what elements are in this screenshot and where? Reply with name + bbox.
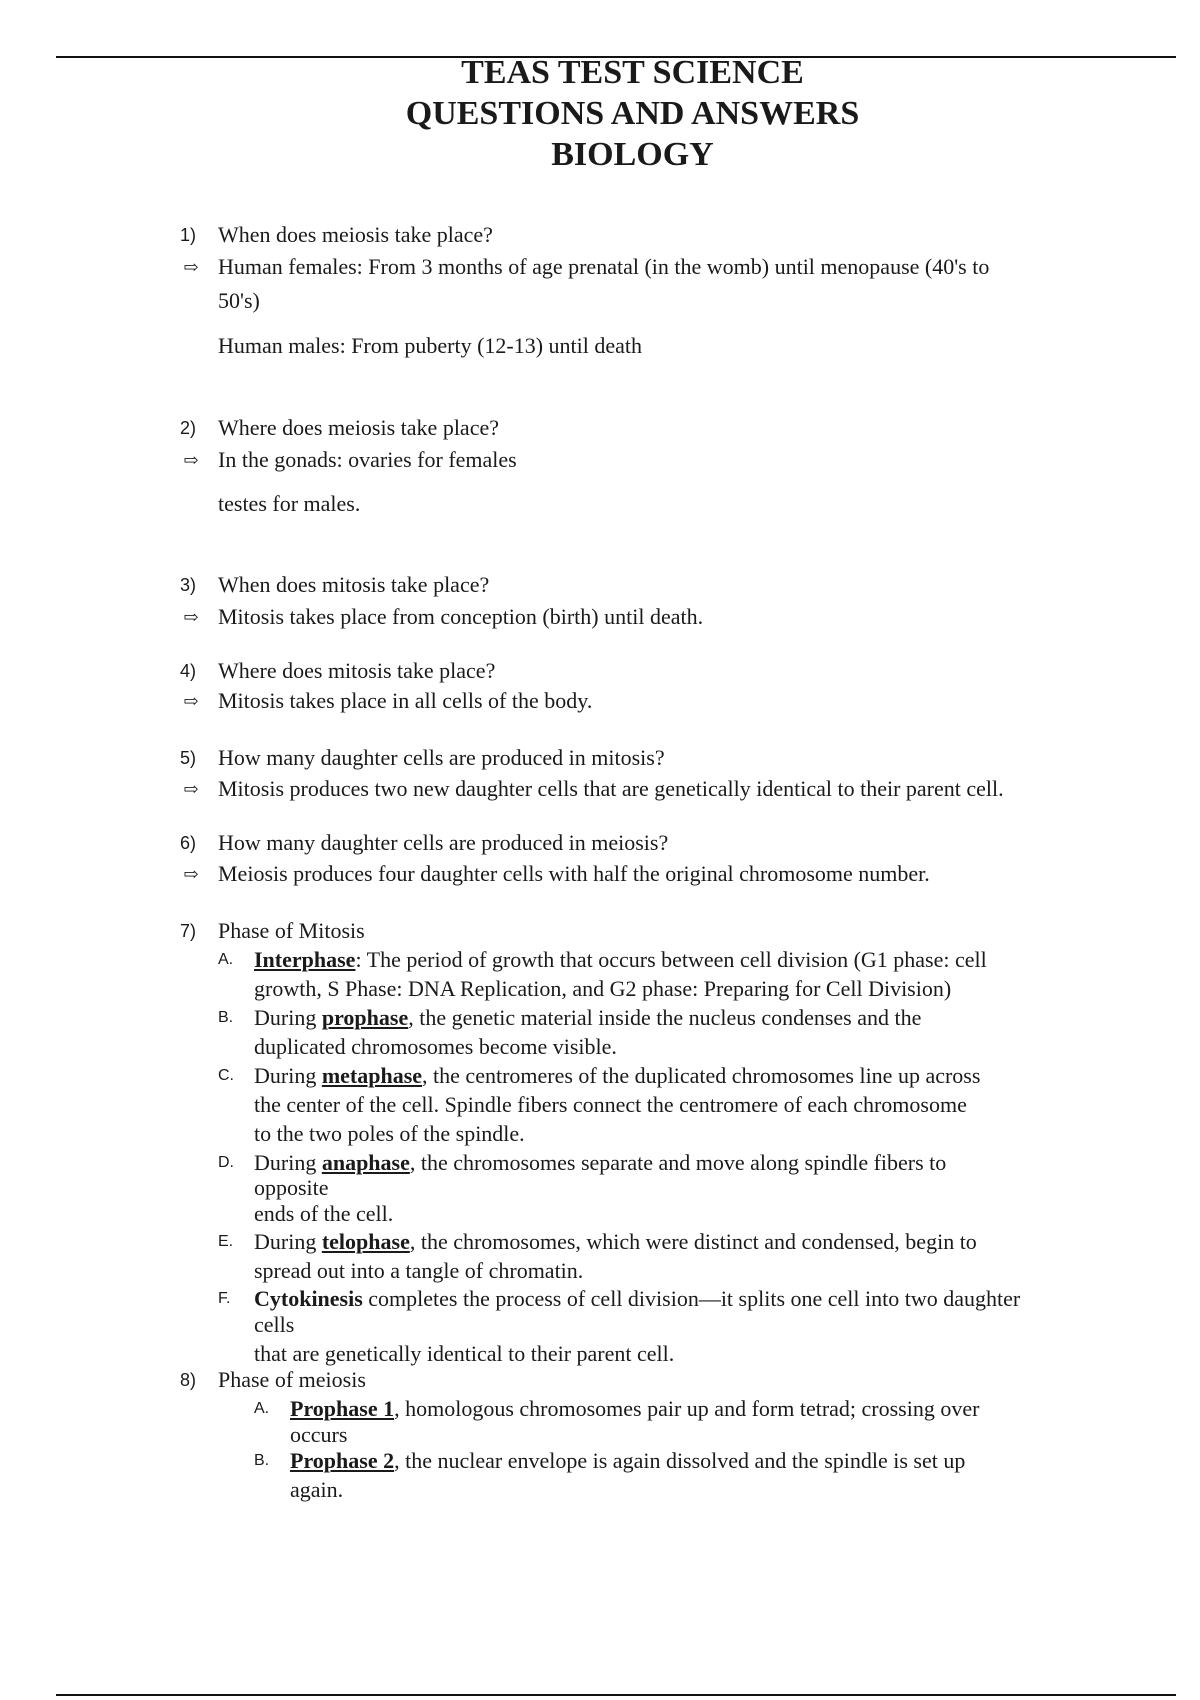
title-line-2: QUESTIONS AND ANSWERS: [405, 95, 860, 132]
term-prophase: prophase: [321, 1005, 409, 1030]
question-text: When does mitosis take place?: [218, 572, 490, 597]
list-item: During metaphase, the centromeres of the duplicated chromosomes line up across: [254, 1063, 981, 1088]
question-number: 5): [179, 748, 196, 768]
answer-text: testes for males.: [218, 491, 361, 516]
term-cytokinesis: Cytokinesis: [254, 1286, 363, 1311]
answer-text: In the gonads: ovaries for females: [218, 447, 517, 472]
list-item-continued: growth, S Phase: DNA Replication, and G2 phase: Preparing for Cell Division): [254, 976, 952, 1001]
list-item-continued: the center of the cell. Spindle fibers connect the centromere of each chromosome: [254, 1092, 967, 1117]
list-item-continued: again.: [290, 1477, 344, 1502]
title-line-3: BIOLOGY: [551, 136, 714, 173]
list-item: During anaphase, the chromosomes separate and move along spindle fibers to: [254, 1150, 947, 1175]
answer-text: Human males: From puberty (12-13) until death: [218, 333, 643, 358]
term-interphase: Interphase: [254, 947, 356, 972]
list-item: Interphase: The period of growth that occurs between cell division (G1 phase: cell: [254, 947, 987, 972]
answer-arrow-icon: ⇨: [183, 864, 199, 884]
list-item-continued: ends of the cell.: [254, 1201, 394, 1226]
question-text: When does meiosis take place?: [218, 222, 493, 247]
list-item-continued: occurs: [290, 1422, 348, 1447]
list-item: During prophase, the genetic material inside the nucleus condenses and the: [254, 1005, 922, 1030]
list-letter: A.: [218, 951, 234, 968]
term-prophase-2: Prophase 2: [290, 1448, 395, 1473]
question-number: 6): [179, 833, 196, 853]
term-prophase-1: Prophase 1: [290, 1396, 395, 1421]
answer-text: 50's): [218, 288, 260, 313]
answer-arrow-icon: ⇨: [183, 607, 199, 627]
list-letter: A.: [254, 1400, 270, 1417]
list-letter: C.: [218, 1067, 234, 1084]
answer-arrow-icon: ⇨: [183, 450, 199, 470]
term-telophase: telophase: [321, 1229, 410, 1254]
bottom-rule: [56, 1694, 1176, 1696]
question-text: Where does meiosis take place?: [218, 415, 499, 440]
question-number: 4): [179, 661, 196, 681]
question-text: Phase of meiosis: [218, 1367, 366, 1392]
list-item-continued: that are genetically identical to their parent cell.: [254, 1341, 675, 1366]
term-metaphase: metaphase: [321, 1063, 423, 1088]
question-number: 8): [179, 1370, 196, 1390]
question-number: 7): [179, 921, 196, 941]
list-item-continued: spread out into a tangle of chromatin.: [254, 1258, 584, 1283]
question-text: Where does mitosis take place?: [218, 658, 496, 683]
list-item-continued: opposite: [254, 1175, 329, 1200]
answer-text: Mitosis takes place in all cells of the body.: [218, 688, 593, 713]
answer-text: Meiosis produces four daughter cells with half the original chromosome number.: [218, 861, 930, 886]
answer-text: Mitosis takes place from conception (birth) until death.: [218, 604, 704, 629]
list-item: Cytokinesis completes the process of cell division—it splits one cell into two daughter: [254, 1286, 1021, 1311]
question-text: How many daughter cells are produced in mitosis?: [218, 745, 665, 770]
list-letter: D.: [218, 1154, 234, 1171]
question-number: 2): [179, 418, 196, 438]
answer-text: Human females: From 3 months of age prenatal (in the womb) until menopause (40's to: [218, 254, 990, 279]
answer-text: Mitosis produces two new daughter cells that are genetically identical to their parent cell.: [218, 776, 1004, 801]
term-anaphase: anaphase: [321, 1150, 410, 1175]
answer-arrow-icon: ⇨: [183, 691, 199, 711]
list-item-continued: cells: [254, 1312, 295, 1337]
list-item-continued: to the two poles of the spindle.: [254, 1121, 525, 1146]
list-letter: E.: [218, 1233, 234, 1250]
question-number: 3): [179, 575, 196, 595]
list-item: During telophase, the chromosomes, which were distinct and condensed, begin to: [254, 1229, 977, 1254]
title-line-1: TEAS TEST SCIENCE: [461, 54, 804, 91]
list-letter: F.: [218, 1290, 231, 1307]
answer-arrow-icon: ⇨: [183, 779, 199, 799]
question-number: 1): [179, 225, 196, 245]
list-letter: B.: [218, 1009, 234, 1026]
question-text: How many daughter cells are produced in meiosis?: [218, 830, 669, 855]
list-item-continued: duplicated chromosomes become visible.: [254, 1034, 617, 1059]
question-text: Phase of Mitosis: [218, 918, 365, 943]
list-item: Prophase 2, the nuclear envelope is again dissolved and the spindle is set up: [290, 1448, 966, 1473]
list-letter: B.: [254, 1452, 270, 1469]
list-item: Prophase 1, homologous chromosomes pair up and form tetrad; crossing over: [290, 1396, 980, 1421]
answer-arrow-icon: ⇨: [183, 257, 199, 277]
